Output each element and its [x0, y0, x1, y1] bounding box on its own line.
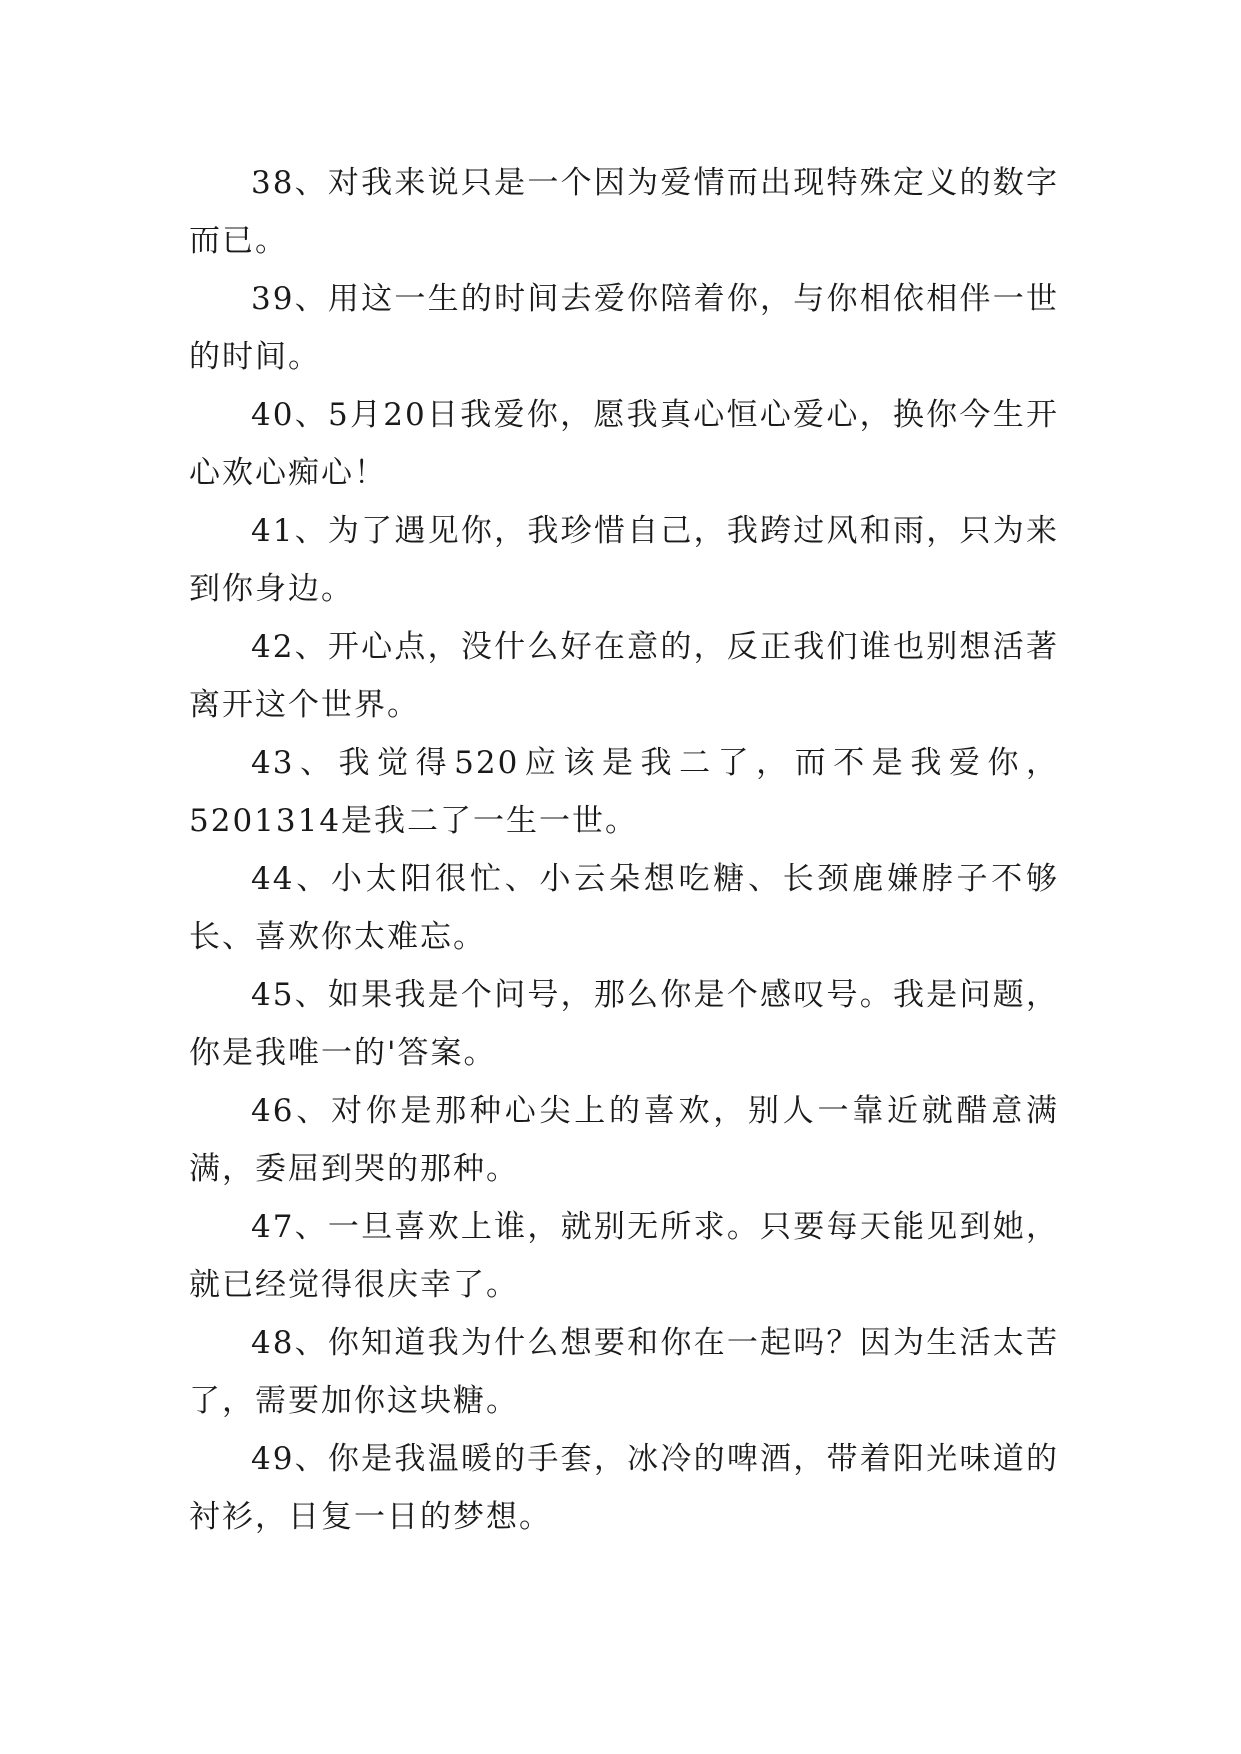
paragraph-40: 40、5月20日我爱你，愿我真心恒心爱心，换你今生开心欢心痴心！ — [189, 397, 1059, 491]
paragraph-39: 39、用这一生的时间去爱你陪着你，与你相依相伴一世的时间。 — [189, 281, 1059, 375]
paragraph-46: 46、对你是那种心尖上的喜欢，别人一靠近就醋意满满，委屈到哭的那种。 — [189, 1093, 1059, 1187]
paragraph-44: 44、小太阳很忙、小云朵想吃糖、长颈鹿嫌脖子不够长、喜欢你太难忘。 — [189, 861, 1059, 955]
document-body — [189, 154, 1059, 1546]
paragraph-48: 48、你知道我为什么想要和你在一起吗？因为生活太苦了，需要加你这块糖。 — [189, 1325, 1059, 1419]
paragraph-42: 42、开心点，没什么好在意的，反正我们谁也别想活著离开这个世界。 — [189, 629, 1059, 723]
paragraph-47: 47、一旦喜欢上谁，就别无所求。只要每天能见到她，就已经觉得很庆幸了。 — [189, 1209, 1059, 1303]
paragraph-49: 49、你是我温暖的手套，冰冷的啤酒，带着阳光味道的衬衫，日复一日的梦想。 — [189, 1441, 1059, 1535]
paragraph-38: 38、对我来说只是一个因为爱情而出现特殊定义的数字而已。 — [189, 165, 1059, 259]
paragraph-41: 41、为了遇见你，我珍惜自己，我跨过风和雨，只为来到你身边。 — [189, 513, 1059, 607]
paragraph-43: 43、我觉得520应该是我二了，而不是我爱你，5201314是我二了一生一世。 — [189, 745, 1059, 839]
paragraph-45: 45、如果我是个问号，那么你是个感叹号。我是问题，你是我唯一的'答案。 — [189, 977, 1059, 1071]
